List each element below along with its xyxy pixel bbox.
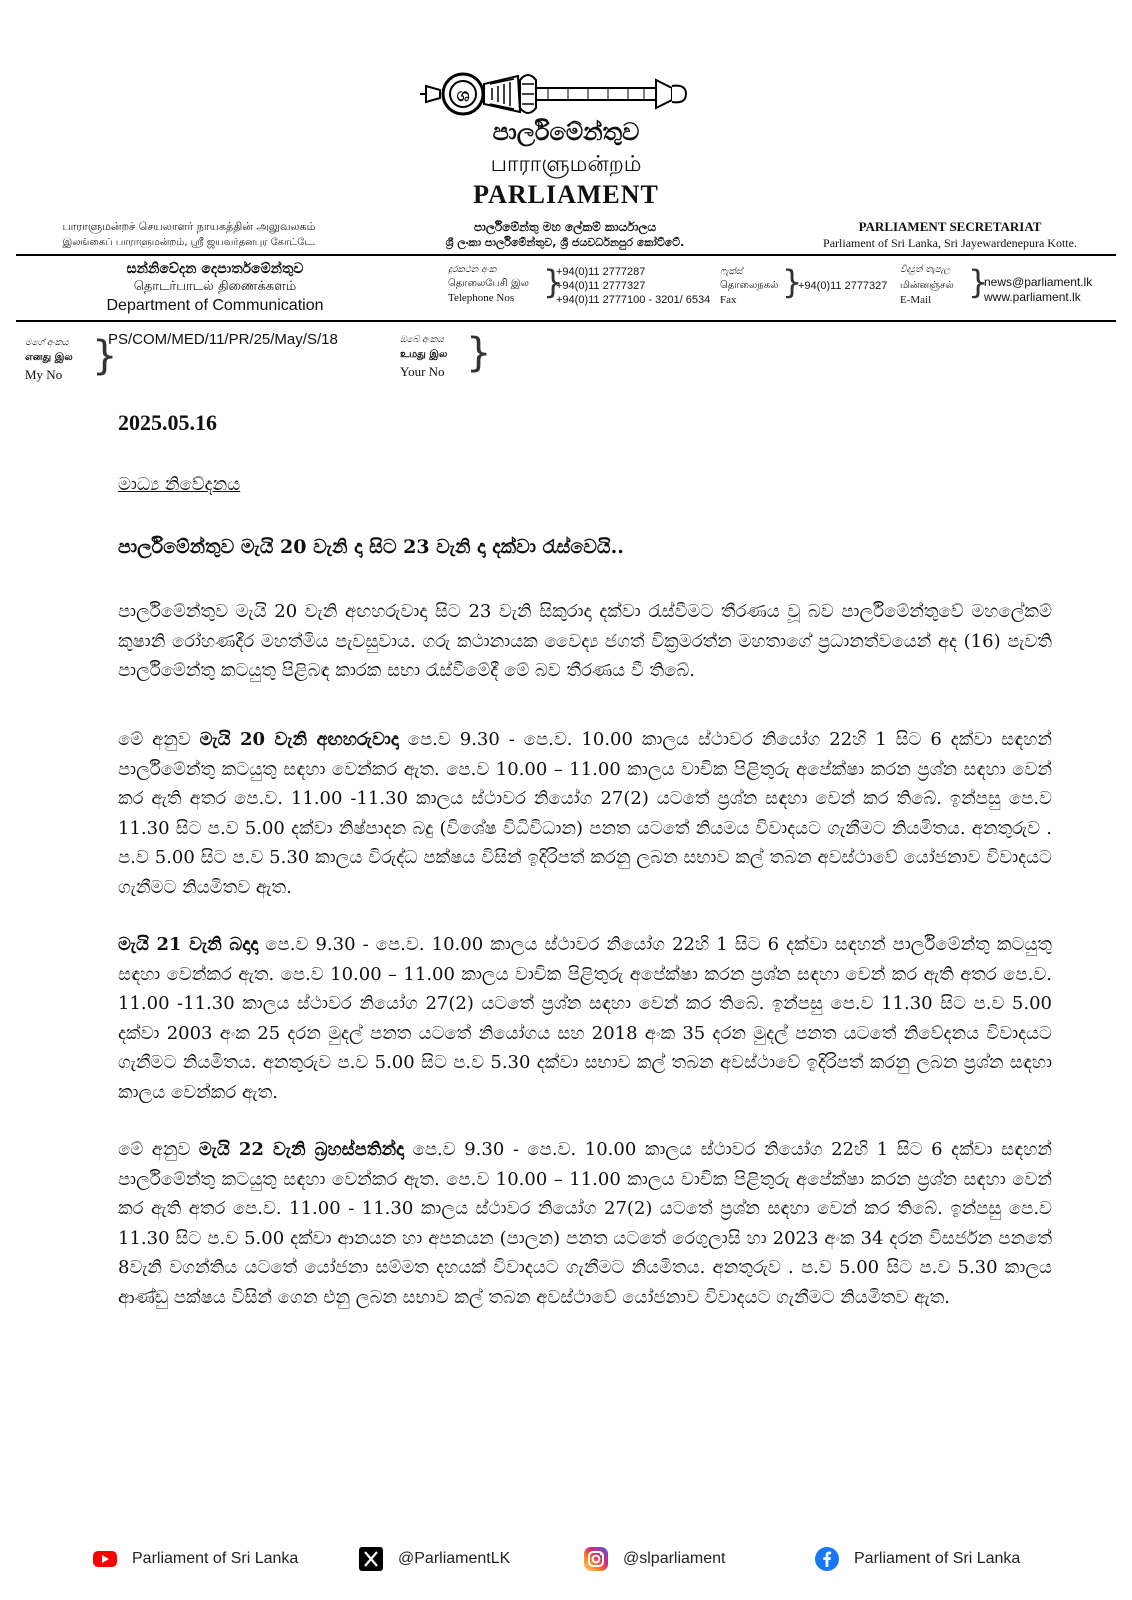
- department-english: Department of Communication: [106, 297, 324, 314]
- paragraph-4-day: මැයි 22 වැනි බ්‍රහස්පතින්දා: [198, 1139, 405, 1160]
- secretariat-english-2: Parliament of Sri Lanka, Sri Jayewardenepura Kotte.: [823, 236, 1077, 250]
- secretariat-sinhala-2: ශ්‍රී ලංකා පාර්ලිමේන්තුව, ශ්‍රී ජයවර්ධනපුර කෝට්ටේ.: [445, 236, 685, 249]
- document-category: මාධ්‍ය නිවේදනය: [118, 474, 241, 495]
- paragraph-3-body: පෙ.ව 9.30 - පෙ.ව. 10.00 කාලය ස්ථාවර නියෝග 22හි 1 සිට 6 දක්වා සඳහන් පාර්ලිමේන්තු කටයුතු සඳහා වෙන්කර ඇත. පෙ.ව 10.00 – 11.00 කාලය වාචික පිළිතුරු අපේක්ෂා කරන ප්‍රශ්න සඳහා වෙන් කර ඇති අතර පෙ.ව. 11.00 -11.30 කාලය ස්ථාවර නියෝග 27(2) යටතේ ප්‍රශ්න සඳහා වෙන් කර තිබේ. ඉන්පසු පෙ.ව 11.30 සිට ප.ව 5.00 දක්වා 2003 අංක 25 දරන මුදල් පනත යටතේ නියෝගය සහ 2018 අංක 35 දරන මුදල් පනත යටතේ නිවේදනය විවාදයට ගැනීමට නියමිතය. අනතුරුව ප.ව 5.00 සිට ප.ව 5.30 දක්වා සභාව කල් තබන අවස්ථාවේ ඉදිරිපත් කරනු ලබන ප්‍රශ්න සඳහා කාලය වෙන්කර ඇත.: [118, 934, 1052, 1103]
- instagram-label: @slparliament: [623, 1550, 726, 1567]
- title-sinhala: පාර්ලිමේන්තුව: [492, 118, 640, 146]
- secretariat-sinhala-1: පාර්ලිමේන්තු මහ ලේකම් කාර්යාලය: [473, 220, 657, 234]
- paragraph-2-body: පෙ.ව 9.30 - පෙ.ව. 10.00 කාලය ස්ථාවර නියෝග 22හි 1 සිට 6 දක්වා සඳහන් පාර්ලිමේන්තු කටයුතු සඳහා වෙන්කර ඇත. පෙ.ව 10.00 – 11.00 කාලය වාචික පිළිතුරු අපේක්ෂා කරන ප්‍රශ්න සඳහා වෙන් කර ඇති අතර පෙ.ව. 11.00 -11.30 කාලය ස්ථාවර නියෝග 27(2) යටතේ ප්‍රශ්න සඳහා වෙන් කර තිබේ. ඉන්පසු පෙ.ව 11.30 සිට ප.ව 5.00 දක්වා නිෂ්පාදන බදු (විශේෂ විධිවිධාන) පනත යටතේ නියමය විවාදයට ගැනීමට නියමිතය. අනතුරුව . ප.ව 5.00 සිට ප.ව 5.30 කාලය විරුද්ධ පක්ෂය විසින් ඉදිරිපත් කරනු ලබන සභාව කල් තබන අවස්ථාවේ යෝජනාව විවාදයට ගැනීමට නියමිතව ඇත.: [118, 729, 1052, 898]
- fax-label-english: Fax: [720, 294, 737, 306]
- email-label-english: E-Mail: [900, 294, 932, 306]
- fax-label-sinhala: ෆැක්ස්: [720, 267, 743, 277]
- paragraph-3-day: මැයි 21 වැනි බදාදා: [118, 934, 259, 955]
- footer-x[interactable]: [358, 1546, 510, 1572]
- paragraph-2: [118, 725, 1052, 902]
- paragraph-4: [118, 1135, 1052, 1312]
- youtube-label: Parliament of Sri Lanka: [132, 1550, 299, 1567]
- phone-number-2: +94(0)11 2777327: [556, 280, 646, 292]
- phone-label-sinhala: දුරකථන අංක: [448, 265, 497, 275]
- x-label: @ParliamentLK: [398, 1550, 511, 1567]
- footer-instagram[interactable]: [583, 1546, 726, 1572]
- title-english: PARLIAMENT: [473, 180, 659, 209]
- document-date: 2025.05.16: [118, 410, 217, 435]
- phone-label-english: Telephone Nos: [448, 292, 515, 304]
- email-address[interactable]: news@parliament.lk: [984, 275, 1093, 289]
- phone-brace: }: [543, 263, 564, 301]
- footer-youtube[interactable]: [92, 1546, 298, 1572]
- svg-text:ශ: ශ: [456, 85, 470, 106]
- footer-facebook[interactable]: [814, 1546, 1020, 1572]
- phone-number-3: +94(0)11 2777100 - 3201/ 6534: [556, 294, 711, 306]
- secretariat-english-1: PARLIAMENT SECRETARIAT: [858, 219, 1042, 234]
- your-no-label-english: Your No: [400, 364, 445, 379]
- your-no-label-tamil: உமது இல: [400, 349, 448, 360]
- title-tamil: பாராளுமன்றம்: [490, 152, 642, 177]
- instagram-icon: [583, 1546, 609, 1572]
- fax-number: +94(0)11 2777327: [798, 280, 888, 292]
- my-no-brace: }: [92, 333, 118, 379]
- email-label-tamil: மின்னஞ்சல்: [900, 280, 954, 291]
- phone-label-tamil: தொலைபேசி இல: [448, 278, 529, 289]
- parliament-mace-emblem: [418, 66, 690, 122]
- fax-brace: }: [782, 263, 803, 301]
- secretariat-tamil-1: பாராளுமன்றச் செயலாளர் நாயகத்தின் அலுவலகம்: [62, 220, 316, 233]
- header-divider-top: [16, 254, 1116, 256]
- paragraph-4-lead: මේ අනුව: [118, 1139, 199, 1160]
- document-headline: පාර්ලිමේන්තුව මැයි 20 වැනි දා සිට 23 වැනි දා දක්වා රැස්වෙයි..: [118, 536, 624, 558]
- facebook-label: Parliament of Sri Lanka: [854, 1550, 1021, 1567]
- department-tamil: தொடர்பாடல் திணைக்களம்: [133, 279, 297, 294]
- website-url[interactable]: www.parliament.lk: [984, 290, 1081, 304]
- youtube-icon: [92, 1546, 118, 1572]
- paragraph-1: පාර්ලිමේන්තුව මැයි 20 වැනි අඟහරුවාදා සිට 23 වැනි සිකුරාදා දක්වා රැස්වීමට තීරණය වූ බව පාර්ලිමේන්තුවේ මහලේකම් කුෂානි රෝහණදීර මහත්මිය පැවසුවාය. ගරු කථානායක වෛද්‍ය ජගත් වික්‍රමරත්න මහතාගේ ප්‍රධානත්වයෙන් අද (16) පැවති පාර්ලිමේන්තු කටයුතු පිළිබඳ කාරක සභා රැස්වීමේදී මේ බව තීරණය වී තිබේ.: [118, 601, 1052, 681]
- email-brace: }: [968, 263, 989, 301]
- x-icon: [358, 1546, 384, 1572]
- fax-label-tamil: தொலைநகல்: [720, 280, 779, 291]
- paragraph-2-day: මැයි 20 වැනි අඟහරුවාදා: [199, 729, 399, 750]
- my-no-label-english: My No: [25, 367, 63, 382]
- your-no-label-sinhala: ඔබේ අංකය: [400, 335, 444, 345]
- my-no-label-sinhala: මගේ අංකය: [25, 338, 69, 348]
- your-no-brace: }: [466, 330, 492, 376]
- header-divider-bottom: [16, 320, 1116, 322]
- phone-number-1: +94(0)11 2777287: [556, 266, 646, 278]
- my-no-value: PS/COM/MED/11/PR/25/May/S/18: [108, 331, 338, 348]
- secretariat-tamil-2: இலங்கைப் பாராளுமன்றம், ஸ்ரீ ஜயவர்தனபுர கோட்டே.: [62, 237, 316, 248]
- facebook-icon: [814, 1546, 840, 1572]
- email-label-sinhala: විද්‍යුත් තැපැල: [900, 265, 951, 275]
- paragraph-4-body: පෙ.ව 9.30 - පෙ.ව. 10.00 කාලය ස්ථාවර නියෝග 22හි 1 සිට 6 දක්වා සඳහන් පාර්ලිමේන්තු කටයුතු සඳහා වෙන්කර ඇත. පෙ.ව 10.00 – 11.00 කාලය වාචික පිළිතුරු අපේක්ෂා කරන ප්‍රශ්න සඳහා වෙන් කර ඇති අතර පෙ.ව. 11.00 - 11.30 කාලය ස්ථාවර නියෝග 27(2) යටතේ ප්‍රශ්න සඳහා වෙන් කර තිබේ. ඉන්පසු පෙ.ව 11.30 සිට ප.ව 5.00 දක්වා ආනයන හා අපනයන (පාලන) පනත යටතේ රෙගුලාසි හා 2023 අංක 34 දරන විසර්ජන පනතේ 8වැනි වගන්තිය යටතේ යෝජනා සම්මත දහයක් විවාදයට ගැනීමට නියමිතය. අනතුරුව . ප.ව 5.00 සිට ප.ව 5.30 කාලය ආණ්ඩු පක්ෂය විසින් ගෙන එනු ලබන සභාව කල් තබන අවස්ථාවේ යෝජනාව විවාදයට ගැනීමට නියමිතව ඇත.: [118, 1139, 1052, 1308]
- department-sinhala: සන්නිවේදන දෙපාර්තමේන්තුව: [126, 261, 304, 277]
- paragraph-3: [118, 930, 1052, 1107]
- paragraph-2-lead: මේ අනුව: [118, 729, 200, 750]
- my-no-label-tamil: எனது இல: [25, 352, 73, 363]
